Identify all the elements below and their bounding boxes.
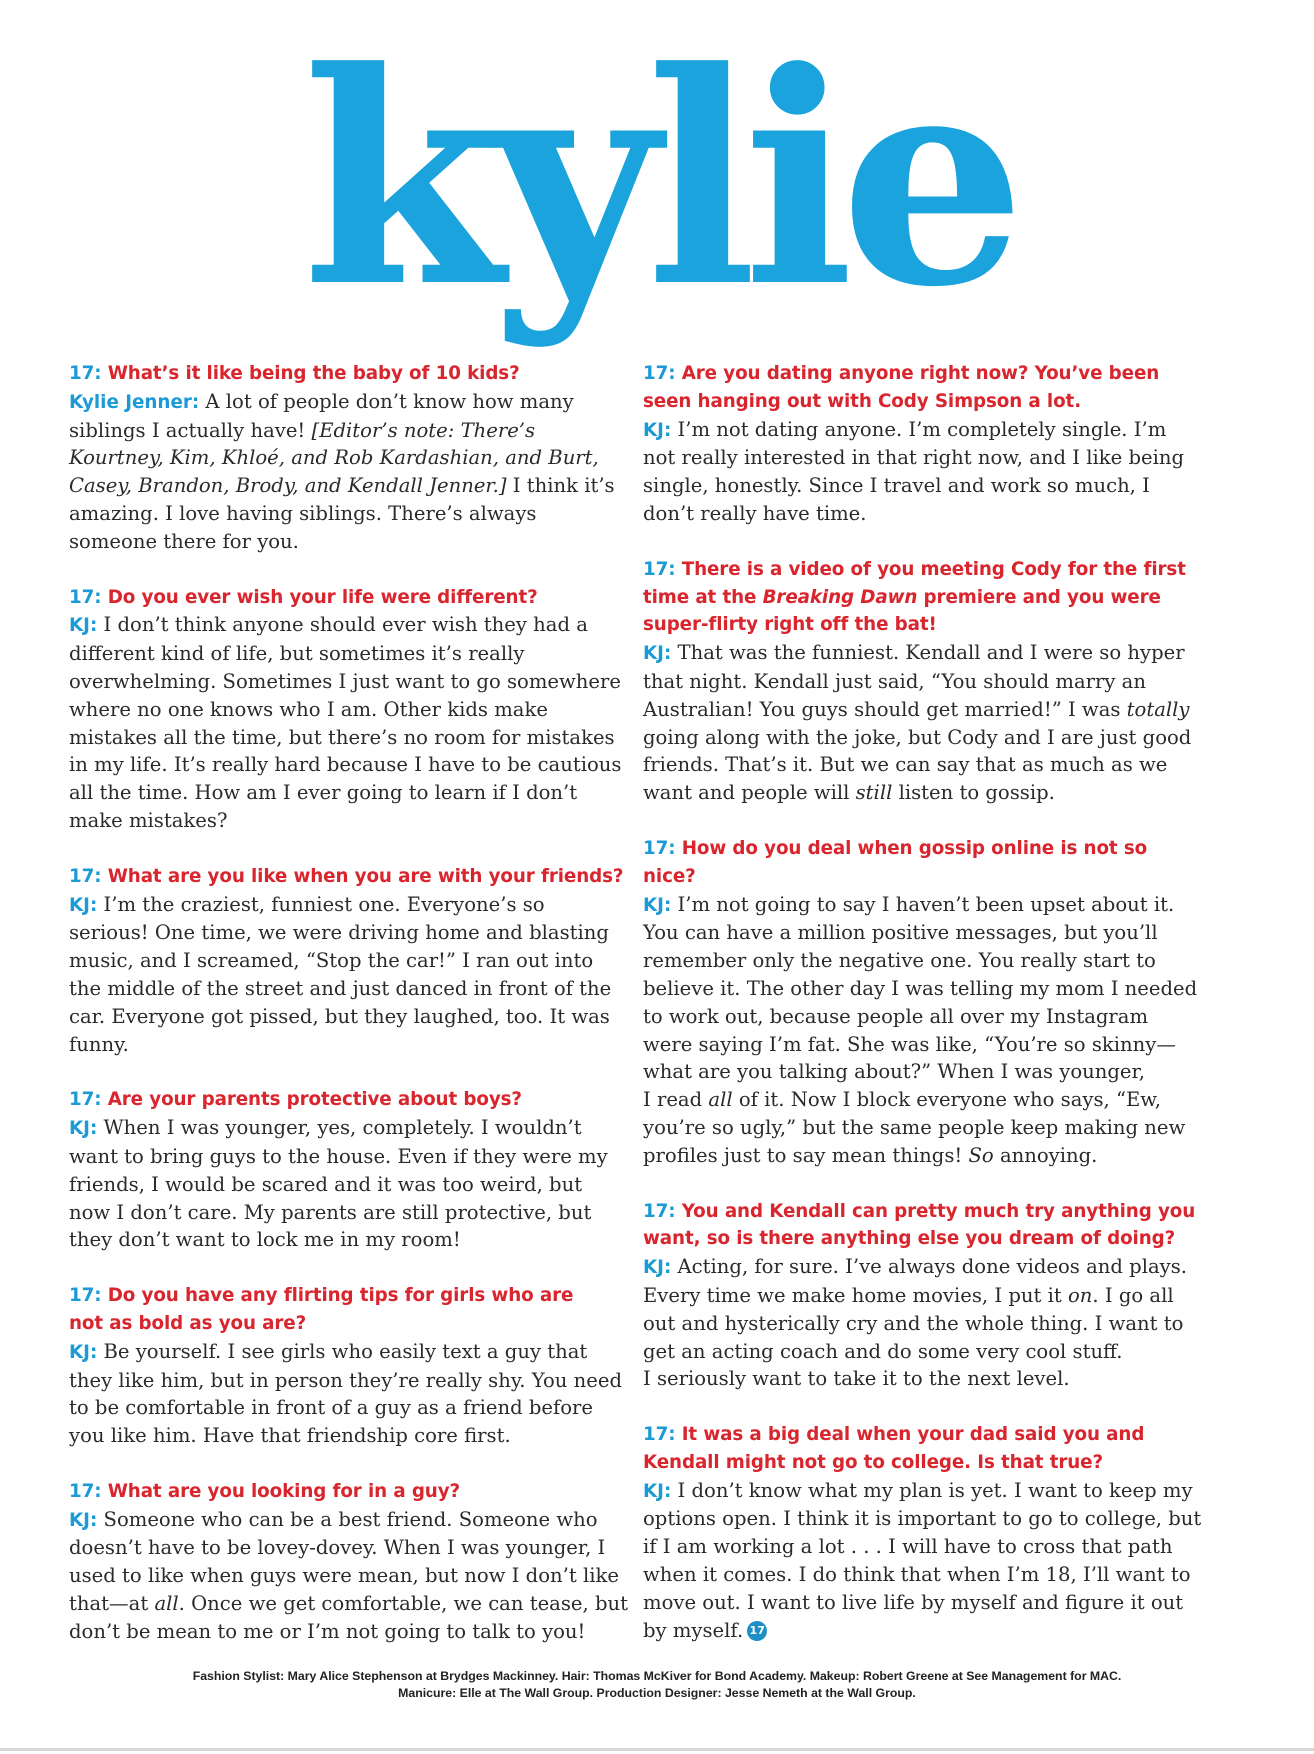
- qa-block: [69, 584, 629, 835]
- answer: [643, 891, 1203, 1170]
- question: [69, 863, 629, 891]
- question-text: Do you have any flirting tips for girls who are not as bold as you are?: [69, 1285, 574, 1334]
- qa-block: [643, 1421, 1203, 1644]
- answer-text: That was the funniest. Kendall and I were so hyper that night. Kendall just said, “You should marry an Australian! You guys should get married!” I was totally going along with the joke, but Cody and I are just good friends. That’s it. But we can say that as much as we want and people will still listen to gossip.: [643, 641, 1192, 805]
- question: [69, 584, 629, 612]
- answer-text: A lot of people don’t know how many siblings I actually have! [Editor’s note: There’s Kourtney, Kim, Khloé, and Rob Kardashian, and Burt, Casey, Brandon, Brody, and Kendall Jenner.] I think it’s amazing. I love having siblings. There’s always someone there for you.: [69, 389, 615, 553]
- credits-line: Fashion Stylist: Mary Alice Stephenson at Brydges Mackinney. Hair: Thomas McKiver for Bond Academy. Makeup: Robert Greene at See Management for MAC.: [192, 1669, 1122, 1683]
- qa-block: [69, 1282, 629, 1450]
- speaker-tag: KJ:: [69, 1118, 98, 1140]
- answer-text: Acting, for sure. I’ve always done videos and plays. Every time we make home movies, I put it on. I go all out and hysterically cry and the whole thing. I want to get an acting coach and do some very cool stuff. I seriously want to take it to the next level.: [643, 1255, 1188, 1391]
- question: [643, 1198, 1203, 1254]
- question-text: What are you like when you are with your friends?: [107, 865, 624, 887]
- page-title: kylie: [302, 8, 1012, 351]
- question-text: It was a big deal when your dad said you and Kendall might not go to college. Is that true?: [643, 1424, 1145, 1473]
- answer: [643, 1477, 1203, 1645]
- speaker-tag: KJ:: [643, 643, 672, 665]
- answer-text: When I was younger, yes, completely. I wouldn’t want to bring guys to the house. Even if they were my friends, I would be scared and it was too weird, but now I don’t care. My parents are still protective, but they don’t want to lock me in my room!: [69, 1116, 608, 1252]
- question-tag: 17:: [643, 1200, 676, 1222]
- question-text: Are you dating anyone right now? You’ve been seen hanging out with Cody Simpson a lot.: [643, 363, 1160, 412]
- question: [643, 1421, 1203, 1477]
- qa-block: [643, 835, 1203, 1170]
- answer: [69, 1114, 629, 1254]
- qa-block: [69, 1086, 629, 1254]
- question-text: Do you ever wish your life were different?: [107, 586, 538, 608]
- question: [643, 835, 1203, 891]
- answer-text: I’m the craziest, funniest one. Everyone’s so serious! One time, we were driving home and blasting music, and I screamed, “Stop the car!” I ran out into the middle of the street and just danced in front of the car. Everyone got pissed, but they laughed, too. It was funny.: [69, 892, 612, 1056]
- answer: [69, 388, 629, 556]
- qa-block: [69, 360, 629, 556]
- left-column: [69, 360, 629, 1674]
- answer: [69, 891, 629, 1059]
- speaker-tag: KJ:: [643, 894, 672, 916]
- question: [69, 1086, 629, 1114]
- qa-block: [643, 1198, 1203, 1394]
- page-bottom-rule: [0, 1748, 1314, 1751]
- speaker-tag: KJ:: [643, 1480, 672, 1502]
- answer: [643, 416, 1203, 528]
- question-text: What’s it like being the baby of 10 kids?: [107, 363, 520, 384]
- question: [69, 1282, 629, 1338]
- speaker-tag: KJ:: [69, 1341, 98, 1363]
- answer: [69, 1506, 629, 1646]
- question-tag: 17:: [69, 1285, 102, 1307]
- answer-text: I’m not dating anyone. I’m completely single. I’m not really interested in that right now, and I like being single, honestly. Since I travel and work so much, I don’t really have time.: [643, 417, 1185, 525]
- answer: [69, 611, 629, 834]
- right-column: [643, 360, 1203, 1672]
- qa-block: [643, 556, 1203, 807]
- end-mark-icon: 17: [747, 1621, 767, 1641]
- answer-text: I don’t think anyone should ever wish they had a different kind of life, but sometimes it’s really overwhelming. Sometimes I just want to go somewhere where no one knows who I am. Other kids make mistakes all the time, but there’s no room for mistakes in my life. It’s really hard because I have to be cautious all the time. How am I ever going to learn if I don’t make mistakes?: [69, 613, 622, 832]
- question-text: Are your parents protective about boys?: [107, 1089, 522, 1111]
- question: [643, 360, 1203, 416]
- qa-block: [69, 1478, 629, 1646]
- question: [643, 556, 1203, 639]
- question-tag: 17:: [69, 586, 102, 608]
- question-tag: 17:: [69, 865, 102, 887]
- answer-text: Be yourself. I see girls who easily text a guy that they like him, but in person they’re really shy. You need to be comfortable in front of a guy as a friend before you like him. Have that friendship core first.: [69, 1339, 622, 1448]
- question-tag: 17:: [643, 558, 676, 580]
- answer-text: I don’t know what my plan is yet. I want to keep my options open. I think it is important to go to college, but if I am working a lot . . . I will have to cross that path when it comes. I do think that when I’m 18, I’ll want to move out. I want to live life by myself and figure it out by myself.: [643, 1478, 1202, 1642]
- credits-line: Manicure: Elle at The Wall Group. Production Designer: Jesse Nemeth at the Wall Group.: [398, 1686, 916, 1700]
- qa-block: [643, 360, 1203, 528]
- answer: [643, 639, 1203, 807]
- speaker-tag: KJ:: [643, 419, 672, 441]
- question: [69, 360, 629, 388]
- question-text: How do you deal when gossip online is not so nice?: [643, 837, 1148, 887]
- question-text: What are you looking for in a guy?: [107, 1480, 461, 1502]
- speaker-tag: KJ:: [69, 894, 98, 916]
- qa-block: [69, 863, 629, 1059]
- question-tag: 17:: [69, 1089, 102, 1111]
- answer-text: I’m not going to say I haven’t been upset about it. You can have a million positive messages, but you’ll remember only the negative one. You really start to believe it. The other day I was telling my mom I needed to work out, because people all over my Instagram were saying I’m fat. She was like, “You’re so skinny—what are you talking about?” When I was younger, I read all of it. Now I block everyone who says, “Ew, you’re so ugly,” but the same people keep making new profiles just to say mean things! So annoying.: [643, 892, 1198, 1167]
- speaker-tag: Kylie Jenner:: [69, 391, 200, 413]
- question-tag: 17:: [643, 1424, 676, 1446]
- speaker-tag: KJ:: [69, 1509, 98, 1531]
- question-tag: 17:: [69, 363, 102, 384]
- answer: [643, 1253, 1203, 1393]
- question-text: There is a video of you meeting Cody for the first time at the Breaking Dawn premiere and you were super-flirty right off the bat!: [643, 558, 1186, 636]
- speaker-tag: KJ:: [643, 1257, 672, 1279]
- question-tag: 17:: [643, 837, 676, 859]
- question-tag: 17:: [69, 1480, 102, 1502]
- speaker-tag: KJ:: [69, 615, 98, 637]
- question: [69, 1478, 629, 1506]
- question-tag: 17:: [643, 363, 676, 384]
- answer-text: Someone who can be a best friend. Someone who doesn’t have to be lovey-dovey. When I was younger, I used to like when guys were mean, but now I don’t like that—at all. Once we get comfortable, we can tease, but don’t be mean to me or I’m not going to talk to you!: [69, 1507, 629, 1643]
- answer: [69, 1338, 629, 1450]
- question-text: You and Kendall can pretty much try anything you want, so is there anything else you dream of doing?: [643, 1200, 1196, 1250]
- photo-credits: [0, 1668, 1314, 1702]
